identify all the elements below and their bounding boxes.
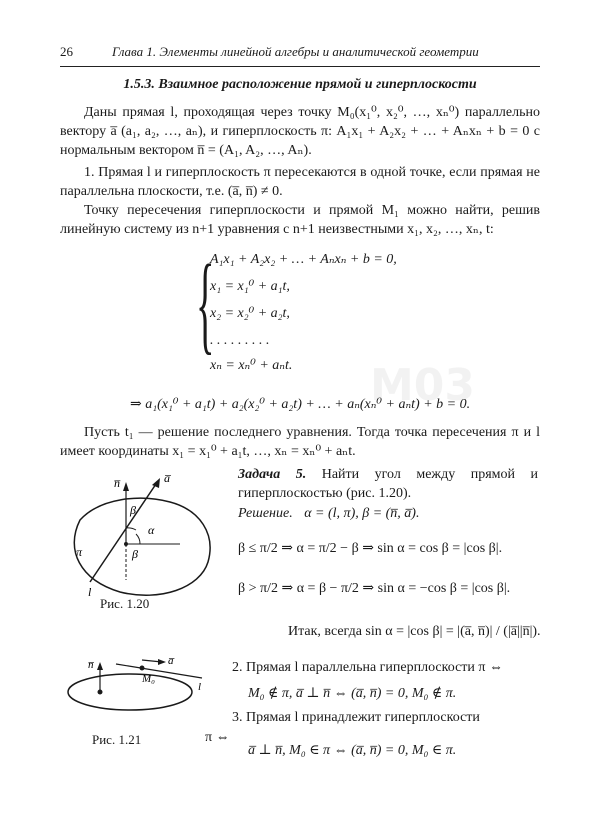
case3-cont: π ⇔ [205,730,230,745]
task-label: Задача 5. [238,467,307,482]
hyperplane-shape [74,498,210,595]
solution-def: α = (l, π), β = (n̅, a̅). [304,506,420,521]
label-beta-top: β [130,503,136,517]
case-beta-gt: β > π/2 ⇒ α = β − π/2 ⇒ sin α = −cos β = |cos β|. [238,581,511,596]
label-l: l [88,585,92,599]
vector-a-arrowhead [158,659,166,665]
implication-formula: ⇒ a₁(x₁⁰ + a₁t) + a₂(x₂⁰ + a₂t) + … + aₙ(xₙ⁰ + aₙt) + b = 0. [130,397,471,412]
case3-formula: a̅ ⊥ n̅, M₀ ∈ π ⇔ (a̅, n̅) = 0, M₀ ∈ π. [248,743,457,758]
task-text: Найти угол между прямой и гиперплоскостью (рис. 1.20). [238,467,538,501]
system-line: A₁x₁ + A₂x₂ + … + Aₙxₙ + b = 0, [210,252,397,267]
system-line: x₁ = x₁⁰ + a₁t, [210,279,290,294]
label-l: l [198,681,202,693]
label-n: n̅ [114,476,120,490]
watermark: M03 [370,360,476,411]
task-5 [238,465,538,503]
system-line: . . . . . . . . . [210,333,270,348]
system-line: xₙ = xₙ⁰ + aₙt. [210,358,293,373]
paragraph-intersection: Точку пересечения гиперплоскости и прямой M₁ можно найти, решив линейную систему из n+1 уравнения с n+1 неизвестными x₁, x₂, …, xₙ, t: [60,203,540,237]
paragraph-case1: 1. Прямая l и гиперплоскость π пересекаются в одной точке, если прямая не параллельна плоскости, т.е. (a̅, n̅) ≠ 0. [60,165,540,199]
figure-1-21-caption: Рис. 1.21 [92,732,142,747]
figure-1-20-caption: Рис. 1.20 [100,596,150,611]
solution-label: Решение. [238,506,293,521]
section-title: 1.5.3. Взаимное расположение прямой и гиперплоскости [123,77,477,92]
label-alpha: α [148,523,155,537]
line-arrowhead [152,478,160,488]
case3-title: 3. Прямая l принадлежит гиперплоскости [232,710,480,725]
summary-formula: Итак, всегда sin α = |cos β| = |(a̅, n̅)| / (|a̅||n̅|). [288,624,541,639]
alpha-arc [136,534,140,544]
solution-line [238,506,419,522]
normal-arrowhead [123,482,129,491]
label-a: a̅ [168,655,174,667]
case2-title: 2. Прямая l параллельна гиперплоскости π ⇔ [232,660,503,675]
beta-arc [126,528,136,530]
label-m0: M₀ [142,673,155,685]
figure-1-21 [60,650,220,720]
intersection-point [124,542,128,546]
point-m0 [140,666,145,671]
base-point [98,690,103,695]
case-beta-le: β ≤ π/2 ⇒ α = π/2 − β ⇒ sin α = cos β = |cos β|. [238,541,503,556]
system-brace: { [196,242,215,364]
header-rule [60,66,540,67]
label-n: n̅ [88,659,94,671]
chapter-title: Глава 1. Элементы линейной алгебры и аналитической геометрии [112,44,479,59]
page-number: 26 [60,44,73,59]
label-beta-bottom: β [132,547,138,561]
paragraph-result: Пусть t₁ — решение последнего уравнения. Тогда точка пересечения π и l имеет координаты x₁ = x₁⁰ + a₁t, …, xₙ = xₙ⁰ + aₙt. [60,425,540,459]
case2-formula: M₀ ∉ π, a̅ ⊥ n̅ ⇔ (a̅, n̅) = 0, M₀ ∉ π. [248,686,457,701]
hyperplane-ellipse [68,674,192,710]
normal-arrowhead [97,662,103,670]
label-pi: π [76,545,83,559]
system-line: x₂ = x₂⁰ + a₂t, [210,306,290,321]
page-header [60,44,540,66]
label-a: a̅ [164,471,170,485]
paragraph-intro: Даны прямая l, проходящая через точку M₀(x₁⁰, x₂⁰, …, xₙ⁰) параллельно вектору a̅ (a₁, a₂, …, aₙ), и гиперплоскость π: A₁x₁ + A₂x₂ + … + Aₙxₙ + b = 0 с нормальным вектором n̅ = (A₁, A₂, …, Aₙ). [60,105,540,158]
line-l [90,484,156,582]
